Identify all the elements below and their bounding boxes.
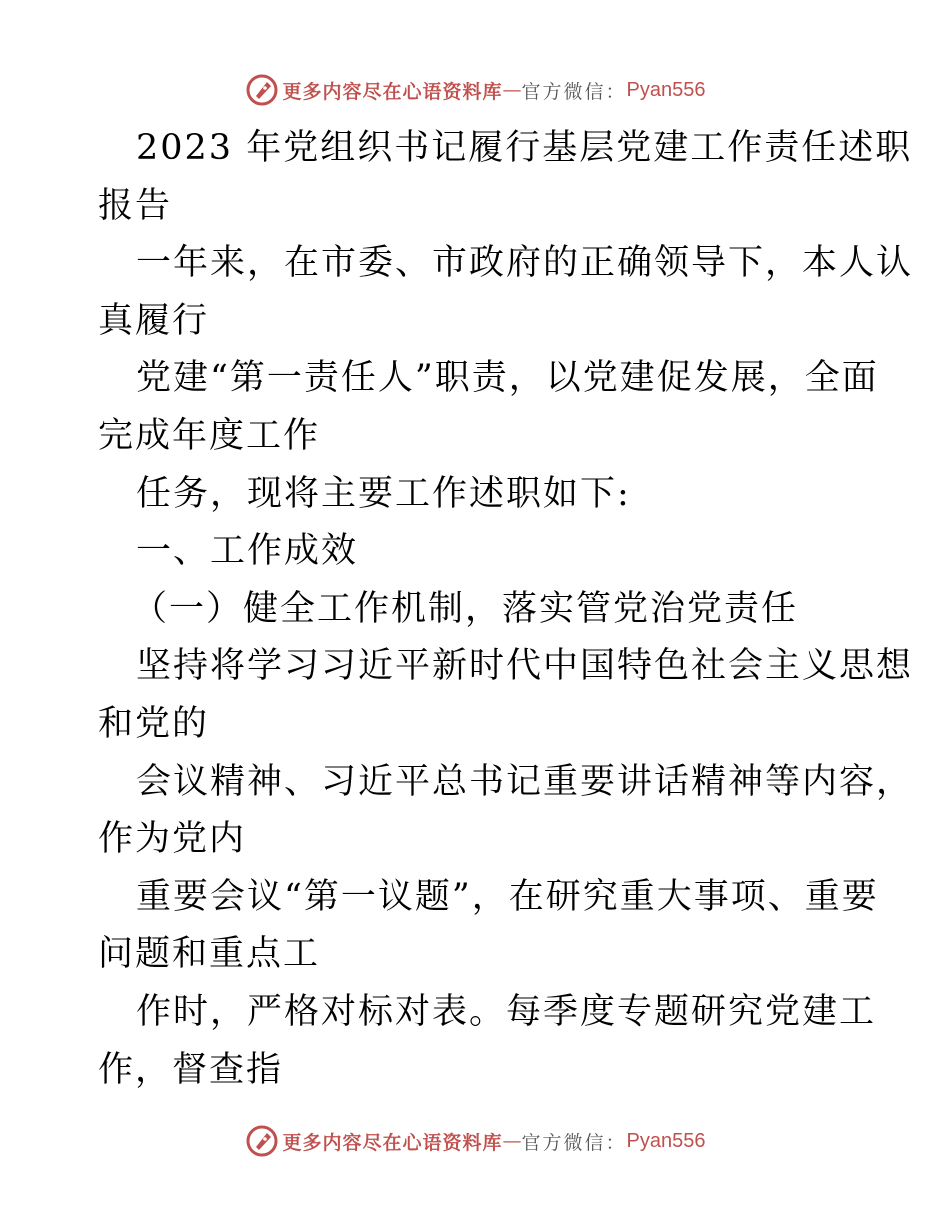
watermark-header <box>0 70 950 110</box>
paragraph-line: 一年来，在市委、市政府的正确领导下，本人认 <box>136 243 914 284</box>
watermark-id: Pyan556 <box>626 78 706 101</box>
paragraph-line: 作，督查指 <box>98 1049 284 1090</box>
watermark-label: 官方微信： <box>521 1131 627 1154</box>
paragraph-line: 党建“第一责任人”职责，以党建促发展，全面 <box>136 358 879 399</box>
watermark-dash: — <box>502 79 522 101</box>
paragraph-line: 重要会议“第一议题”，在研究重大事项、重要 <box>136 876 879 917</box>
paragraph-line: 作为党内 <box>98 819 247 860</box>
subsection-heading: （一）健全工作机制，落实管党治党责任 <box>132 588 799 629</box>
document-body <box>98 120 914 1099</box>
watermark-footer <box>0 1121 950 1161</box>
watermark-text: 更多内容尽在心语资料库 <box>282 80 503 103</box>
paragraph-line: 问题和重点工 <box>98 934 321 975</box>
paragraph-line: 坚持将学习习近平新时代中国特色社会主义思想 <box>136 646 914 687</box>
watermark-text: 更多内容尽在心语资料库 <box>282 1131 503 1154</box>
pen-nib-circle-icon <box>245 1124 279 1158</box>
document-title-line: 报告 <box>98 185 173 226</box>
watermark-dash: — <box>502 1130 522 1152</box>
pen-nib-circle-icon <box>245 73 279 107</box>
paragraph-line: 真履行 <box>98 300 210 341</box>
watermark-label: 官方微信： <box>521 80 627 103</box>
section-heading: 一、工作成效 <box>136 531 359 572</box>
paragraph-line: 作时，严格对标对表。每季度专题研究党建工 <box>136 991 877 1032</box>
watermark-id: Pyan556 <box>626 1129 706 1152</box>
paragraph-line: 和党的 <box>98 703 210 744</box>
paragraph-line: 完成年度工作 <box>98 415 321 456</box>
document-title-line: 2023 年党组织书记履行基层党建工作责任述职 <box>136 128 913 168</box>
paragraph-line: 会议精神、习近平总书记重要讲话精神等内容， <box>136 761 914 802</box>
paragraph-line: 任务，现将主要工作述职如下: <box>136 473 631 514</box>
